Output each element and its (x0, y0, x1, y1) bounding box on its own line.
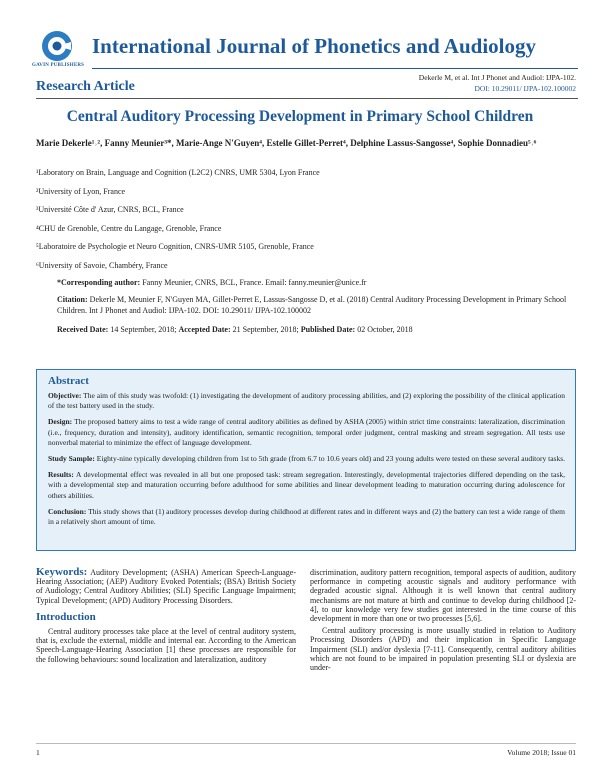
doi-link[interactable]: DOI: 10.29011/ IJPA-102.100002 (474, 84, 576, 93)
abstract-objective (48, 391, 565, 411)
published-label: Published Date: (300, 325, 356, 334)
affiliation-list (36, 169, 320, 281)
footer-divider (36, 743, 576, 744)
abstract-heading: Abstract (48, 375, 89, 387)
article-type: Research Article (36, 79, 135, 94)
received-date: 14 September, 2018; (108, 325, 179, 334)
publisher-logo-text: GAVIN PUBLISHERS (32, 63, 85, 68)
citation-label: Citation: (57, 295, 88, 304)
citation-reference (419, 72, 576, 94)
affiliation-item: ¹Laboratory on Brain, Language and Cognition (L2C2) CNRS, UMR 5304, Lyon France (36, 168, 320, 177)
journal-logo-icon (33, 27, 83, 67)
introduction-heading: Introduction (36, 610, 96, 623)
affiliation-item: ³Université Côte d' Azur, CNRS, BCL, France (36, 205, 184, 215)
conclusion-text: This study shows that (1) auditory processes develop during childhood at different rates and in different ways and (2) the battery can test a wide range of them in a relatively short amount of time. (48, 506, 565, 527)
keywords-block (36, 568, 296, 605)
journal-title: International Journal of Phonetics and Audiology (92, 34, 536, 58)
corresponding-label: *Corresponding author: (57, 278, 141, 287)
accepted-label: Accepted Date: (178, 325, 231, 334)
keywords-label: Keywords: (36, 566, 88, 578)
abstract-results (48, 470, 565, 501)
design-label: Design: (48, 417, 73, 427)
paper-title: Central Auditory Processing Development in Primary School Children (66, 108, 534, 125)
sample-text: Eighty-nine typically developing children from 1st to 5th grade (from 6.7 to 10.6 years old) and 23 young adults were tested on these several auditory tasks. (94, 454, 565, 464)
citation-block (57, 295, 576, 316)
volume-issue: Volume 2018; Issue 01 (507, 748, 576, 757)
introduction-paragraph: Central auditory processes take place at the level of central auditory system, that is, exclude the external, middle and internal ear. According to the American Speech-Language-Hearing Association [1] these processes are responsible for the following behaviours: sound localization and lateralization, auditory (36, 627, 296, 664)
article-dates (57, 325, 576, 336)
keywords-text: Auditory Development; (ASHA) American Speech-Language-Hearing Association; (AEP) Auditory Evoked Potentials; (BSA) British Society of Audiology; Central Auditory Abilities; (SLI) Specific Language Impairment; Typical Development; (APD) Auditory Processing Disorders. (36, 568, 296, 605)
sample-label: Study Sample: (48, 454, 95, 464)
introduction-paragraph: Central auditory processing is more usually studied in relation to Auditory Processing Disorders (APD) and their implication in Specific Language Impairment (SLI) and/or dyslexia [7-11]. Consequently, central auditory abilities which are not found to be impaired in population presenting SLI or dyslexia are under- (310, 626, 576, 673)
design-text: The proposed battery aims to test a wide range of central auditory abilities as defined by ASHA (2005) within strict time constraints: lateralization, discrimination (i.e., frequency, duration and intensity), auditory identification, semantic recognition, temporal order judgment, central masking and stream segregation. All tests use nonverbal material to minimize the effect of language development. (48, 417, 565, 447)
corresponding-author (57, 278, 576, 289)
author-list: Marie Dekerle¹˒², Fanny Meunier³*, Marie-Ange N'Guyen⁴, Estelle Gillet-Perret⁴, Delphine Lassus-Sangosse⁴, Sophie Donnadieu⁵˒⁶ (36, 138, 537, 148)
results-text: A developmental effect was revealed in all but one proposed task: stream segregation. Interestingly, developmental trajectories differed depending on the task, with a developmental step and maturation occurring before adulthood for some abilities and linear development leading to maturation occurring during adolescence for others abilities. (48, 470, 565, 500)
affiliation-item: ⁵Laboratoire de Psychologie et Neuro Cognition, CNRS-UMR 5105, Grenoble, France (36, 242, 314, 252)
abstract-box (36, 369, 576, 551)
published-date: 02 October, 2018 (355, 325, 413, 334)
affiliation-item: ⁶University of Savoie, Chambéry, France (36, 260, 168, 270)
body-column-left (36, 568, 296, 667)
body-column-right (310, 568, 576, 675)
journal-title-rule (92, 68, 578, 69)
affiliation-item: ⁴CHU de Grenoble, Centre du Langage, Grenoble, France (36, 223, 222, 233)
objective-text: The aim of this study was twofold: (1) investigating the development of auditory processing abilities, and (2) exploring the possibility of the clinical application of the test battery used in the study. (48, 391, 565, 411)
introduction-paragraph: discrimination, auditory pattern recognition, temporal aspects of audition, auditory performance in competing acoustic signals and auditory performance with degraded acoustic signal. Although it is well known that central auditory mechanisms are not mature at birth and continue to develop during childhood [2-4], to our knowledge very few studies got interested in the time course of this development in more than one or two processes [5,6]. (310, 568, 576, 624)
citation-short: Dekerle M, et al. Int J Phonet and Audiol: IJPA-102. (418, 73, 576, 82)
affiliation-item: ²University of Lyon, France (36, 186, 126, 196)
received-label: Received Date: (57, 325, 109, 334)
objective-label: Objective: (48, 391, 82, 400)
results-label: Results: (48, 470, 74, 480)
corresponding-text: Fanny Meunier, CNRS, BCL, France. Email: fanny.meunier@unice.fr (140, 278, 367, 287)
accepted-date: 21 September, 2018; (230, 325, 301, 334)
citation-text: Dekerle M, Meunier F, N'Guyen MA, Gillet-Perret E, Lassus-Sangosse D, et al. (2018) Central Auditory Processing Development in Primary School Children. Int J Phonet and Audiol: IJPA-102. DOI: 10.29011/ IJPA-102.100002 (57, 295, 567, 315)
conclusion-label: Conclusion: (48, 506, 87, 516)
abstract-design (48, 417, 565, 448)
abstract-conclusion (48, 507, 565, 527)
header-divider (36, 98, 578, 99)
abstract-sample (48, 454, 565, 464)
page-number: 1 (36, 748, 40, 757)
